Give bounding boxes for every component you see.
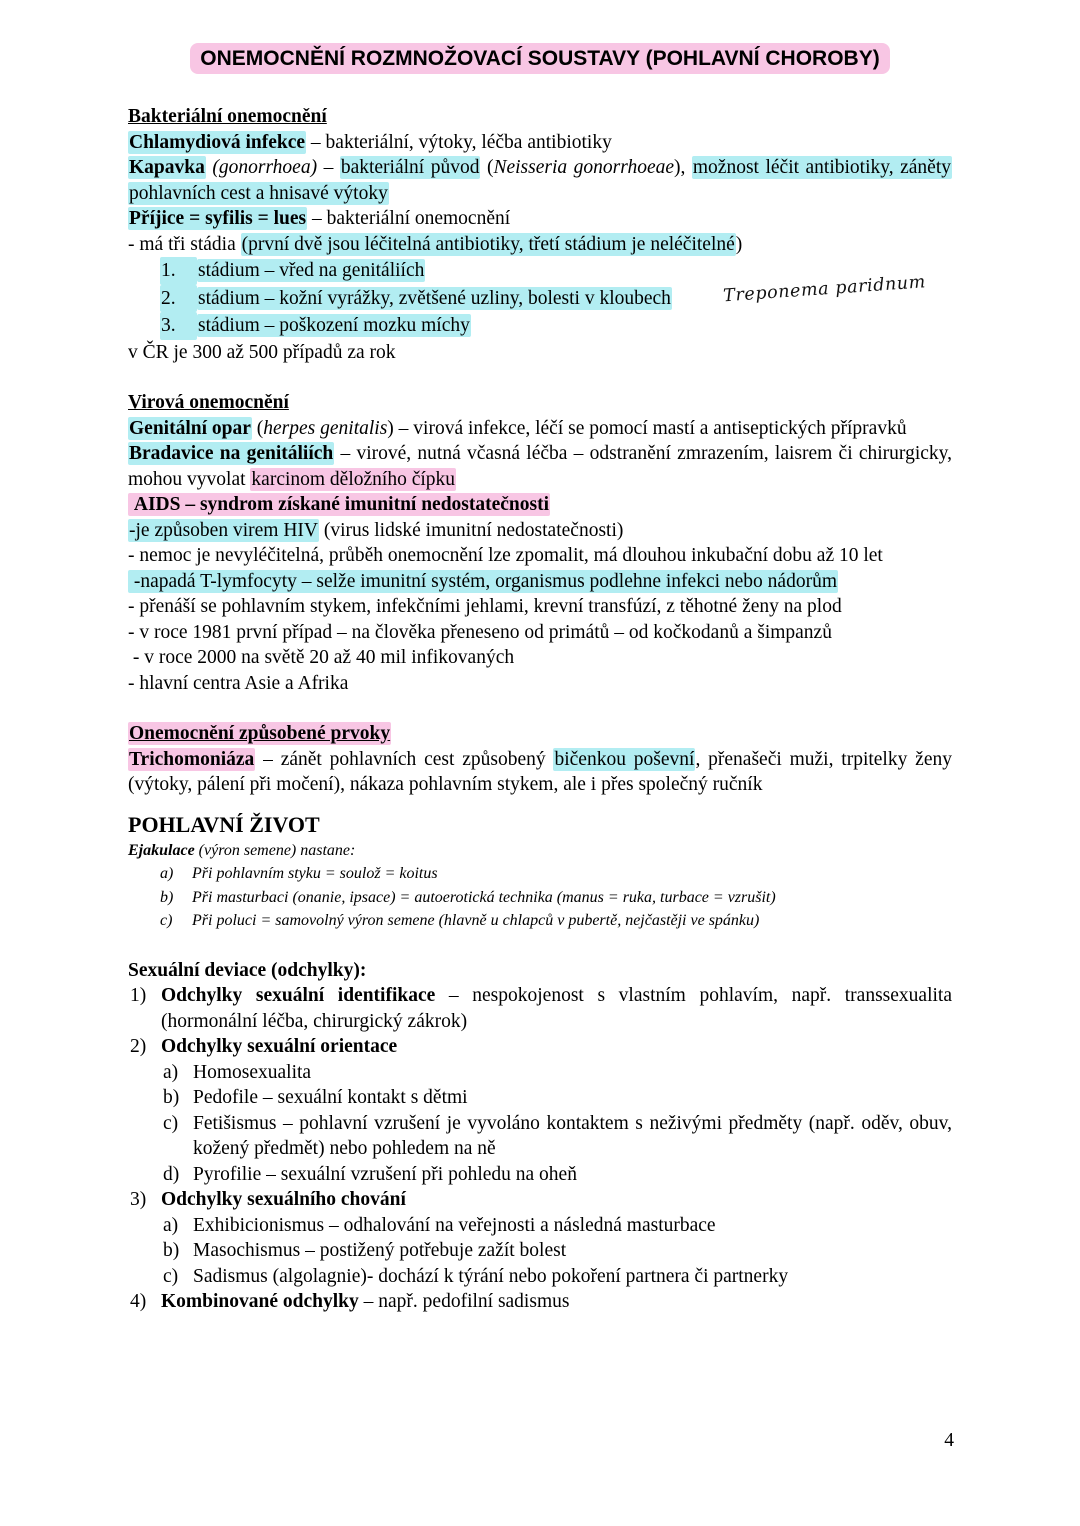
list-marker: b) (160, 888, 174, 906)
text-segment: ( (480, 157, 494, 178)
list-marker: 4) (130, 1291, 147, 1312)
lettered-list-item (160, 862, 952, 886)
section-heading-prvoci (128, 721, 952, 747)
text-segment: - v roce 1981 první případ – na člověka přeneseno od primátů – od kočkodanů a šimpanzů (128, 621, 832, 643)
text-segment: Při masturbaci (onanie, ipsace) = autoerotická technika (manus = ruka, turbace = vzrušit) (192, 888, 776, 906)
paragraph (128, 340, 952, 366)
lettered-list-item (163, 1111, 952, 1162)
text-segment: - v roce 2000 na světě 20 až 40 mil infikovaných (128, 647, 515, 668)
numbered-list-item (130, 1289, 952, 1315)
paragraph (128, 543, 952, 569)
text-segment: Příjice = syfilis = lues (129, 208, 307, 229)
text-segment: Ejakulace (128, 841, 195, 859)
list-marker: 3. (160, 312, 197, 340)
lettered-list-item (160, 886, 952, 910)
text-segment: Masochismus – postižený potřebuje zažít bolest (193, 1240, 567, 1261)
paragraph (128, 594, 952, 620)
text-segment: – bakteriální, výtoky, léčba antibiotiky (306, 131, 612, 153)
text-segment: Bakteriální onemocnění (128, 106, 327, 127)
text-segment: - nemoc je nevyléčitelná, průběh onemocnění lze zpomalit, má dlouhou inkubační dobu až 10 let (128, 545, 883, 566)
list-marker: 2. (160, 285, 197, 313)
paragraph (128, 569, 952, 595)
paragraph (128, 645, 952, 671)
paragraph (128, 130, 952, 156)
page-number: 4 (944, 1430, 954, 1451)
paragraph (128, 232, 952, 258)
paragraph (128, 492, 952, 518)
paragraph (128, 155, 952, 206)
text-segment: – virové, nutná včasná léčba – odstranění zmrazením, laisrem či chirurgicky, mohou vyvolat (128, 443, 953, 490)
text-segment: Homosexualita (193, 1061, 312, 1083)
numbered-list-item (160, 271, 952, 313)
blank-line (128, 365, 952, 390)
text-segment: Exhibicionismus – odhalování na veřejnosti a následná masturbace (193, 1214, 716, 1236)
text-segment: Virová onemocnění (128, 392, 289, 413)
text-segment: – zánět pohlavních cest způsobený (255, 748, 554, 770)
list-marker: c) (163, 1112, 179, 1134)
list-marker: b) (163, 1087, 180, 1108)
text-segment: karcinom děložního čípku (251, 468, 456, 490)
text-segment: Onemocnění způsobené prvoky (129, 723, 391, 744)
text-segment: -je způsoben virem HIV (129, 519, 318, 541)
list-marker: d) (163, 1163, 180, 1185)
text-segment: – např. pedofilní sadismus (358, 1291, 570, 1312)
paragraph (128, 620, 952, 646)
lettered-list-item (163, 1060, 952, 1086)
blank-line (128, 798, 952, 811)
text-segment: Při poluci = samovolný výron semene (hlavně u chlapců v pubertě, nejčastěji ve spánku) (192, 912, 760, 929)
text-segment: ( (251, 417, 264, 439)
text-segment: , přenašeči muži, trpitelky ženy (výtoky, pálení při močení), nákaza pohlavním stykem, ale i přes společný ručník (128, 748, 952, 795)
text-segment: Chlamydiová infekce (129, 131, 306, 153)
text-segment: bičenkou poševní (554, 748, 695, 770)
text-segment: – bakteriální onemocnění (307, 208, 511, 229)
text-segment: Fetišismus – pohlavní vzrušení je vyvoláno kontaktem s neživými předměty (např. oděv, obuv, kožený předmět) nebo pohledem na ně (193, 1112, 952, 1159)
text-segment: Sadismus (algolagnie)- dochází k týrání nebo pokoření partnera či partnerky (193, 1265, 789, 1287)
text-segment: Trichomoniáza (129, 748, 255, 770)
text-segment: Při pohlavním styku = soulož = koitus (192, 865, 438, 882)
lettered-list-item (160, 909, 952, 933)
lettered-list-item (163, 1085, 952, 1111)
text-segment: POHLAVNÍ ŽIVOT (128, 811, 320, 837)
list-marker: 2) (130, 1036, 147, 1057)
document-title (128, 44, 952, 74)
paragraph (128, 671, 952, 697)
document-content (128, 44, 952, 1315)
text-segment: (výron semene) nastane: (194, 841, 356, 859)
text-segment: Bradavice na genitáliích (129, 443, 334, 464)
paragraph (128, 441, 952, 492)
lettered-list-item (163, 1264, 952, 1290)
paragraph (128, 206, 952, 232)
list-marker: 3) (130, 1189, 147, 1210)
text-segment: - přenáší se pohlavním stykem, infekčními jehlami, krevní transfúzí, z těhotné ženy na plod (128, 596, 842, 617)
text-segment: ONEMOCNĚNÍ ROZMNOŽOVACÍ SOUSTAVY (POHLAVNÍ CHOROBY) (190, 43, 889, 74)
text-segment: – nespokojenost s vlastním pohlavím, např. transsexualita (hormonální léčba, chirurgický zákrok) (161, 985, 952, 1032)
numbered-list-item (130, 1187, 952, 1213)
numbered-list-item (130, 1034, 952, 1060)
numbered-list-item (160, 312, 952, 340)
list-marker: c) (160, 912, 173, 929)
text-segment: Odchylky sexuální orientace (161, 1036, 398, 1057)
list-marker: c) (163, 1265, 179, 1287)
text-segment: Neisseria gonorrhoeae (493, 157, 675, 178)
paragraph (128, 416, 952, 442)
paragraph (128, 747, 952, 798)
numbered-list-item (130, 983, 952, 1034)
list-marker: 1) (130, 985, 147, 1006)
list-intro-line (128, 839, 952, 863)
blank-line (128, 933, 952, 958)
text-segment: (gonorrhoea) (212, 157, 318, 178)
lettered-list-item (163, 1213, 952, 1239)
text-segment: (virus lidské imunitní nedostatečnosti) (318, 519, 624, 541)
text-segment: bakteriální původ (340, 157, 480, 178)
text-segment: - má tři stádia (128, 233, 241, 255)
text-segment: Kapavka (129, 157, 205, 178)
list-marker: a) (163, 1214, 179, 1236)
blank-line (128, 696, 952, 721)
list-marker: 1. (160, 257, 197, 285)
text-segment: ), (674, 157, 692, 178)
handwritten-annotation: Treponema paridnum (722, 271, 927, 306)
text-segment: Kombinované odchylky (161, 1291, 359, 1312)
list-marker: b) (163, 1240, 180, 1261)
text-segment: Genitální opar (129, 417, 251, 439)
lettered-list-item (163, 1162, 952, 1188)
text-segment: možnost léčit antibiotiky, záněty pohlavních cest a hnisavé výtoky (129, 157, 952, 204)
text-segment: AIDS – syndrom získané imunitní nedostatečnosti (129, 494, 550, 515)
text-segment: stádium – vřed na genitáliích (198, 260, 425, 281)
section-heading-pohlavni-zivot (128, 811, 952, 839)
text-segment: stádium – kožní vyrážky, zvětšené uzliny, bolesti v kloubech (198, 287, 671, 309)
list-marker: a) (160, 865, 174, 882)
section-heading-virova (128, 390, 952, 416)
section-heading-bakterialni (128, 104, 952, 130)
text-segment: ) (735, 233, 743, 255)
text-segment: Pyrofilie – sexuální vzrušení při pohledu na oheň (193, 1163, 577, 1185)
text-segment: Odchylky sexuálního chování (161, 1189, 406, 1210)
text-segment: v ČR je 300 až 500 případů za rok (128, 341, 396, 363)
paragraph (128, 518, 952, 544)
text-segment: - hlavní centra Asie a Afrika (128, 672, 349, 694)
list-marker: a) (163, 1061, 179, 1083)
text-segment: Pedofile – sexuální kontakt s dětmi (193, 1087, 468, 1108)
text-segment: Odchylky sexuální identifikace (161, 985, 436, 1006)
text-segment: stádium – poškození mozku míchy (198, 315, 470, 336)
text-segment: -napadá T-lymfocyty – selže imunitní systém, organismus podlehne infekci nebo nádorům (129, 570, 837, 592)
lettered-list-item (163, 1238, 952, 1264)
text-segment: – (317, 157, 340, 178)
section-heading-deviace (128, 958, 952, 984)
text-segment: (první dvě jsou léčitelná antibiotiky, třetí stádium je neléčitelné (241, 233, 735, 255)
text-segment: ) – virová infekce, léčí se pomocí mastí a antiseptických přípravků (387, 417, 907, 439)
text-segment: Sexuální deviace (odchylky): (128, 959, 367, 981)
text-segment: herpes genitalis (263, 417, 388, 439)
